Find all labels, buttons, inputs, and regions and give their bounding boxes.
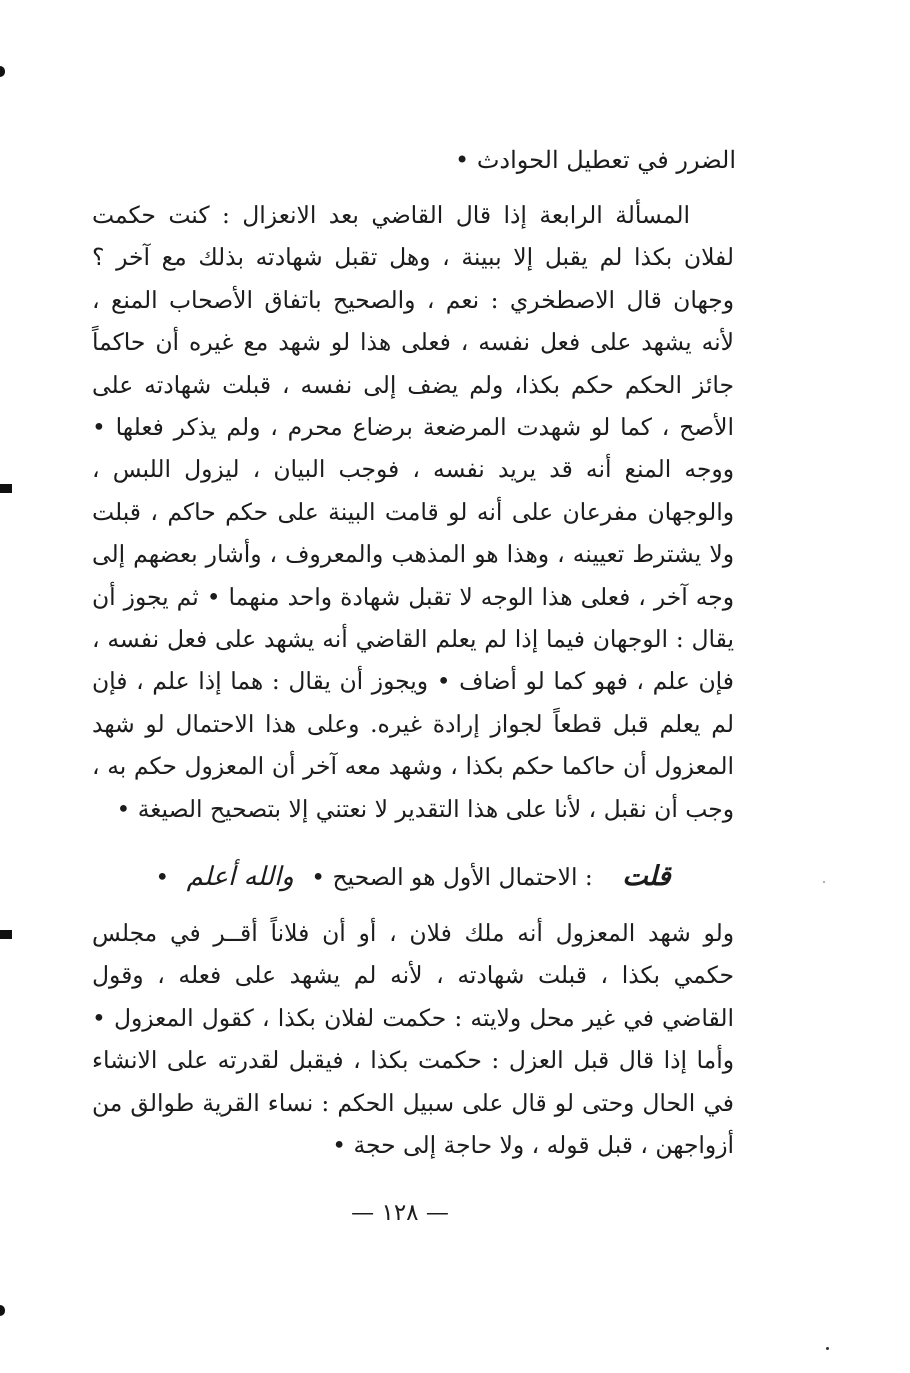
qult-colon: : xyxy=(584,863,593,891)
paragraph-text: ولو شهد المعزول أنه ملك فلان ، أو أن فلاناً أقــر في مجلس حكمي بكذا ، قبلت شهادته ، لأنه لم يشهد على فعله ، وقول القاضي في غير محل ولايته : حكمت لفلان بكذا ، كقول المعزول • وأما إذا قال قبل العزل : حكمت بكذا ، فيقبل لقدرته على الانشاء في الحال وحتى لو قال على سبيل الحكم : نساء القرية طوالق من أزواجهن ، قبل قوله ، ولا حاجة إلى حجة • xyxy=(92,919,734,1160)
scan-edge-mark xyxy=(0,484,12,493)
scan-speck xyxy=(823,881,825,883)
paragraph-second xyxy=(92,912,734,1166)
page-number: — ١٢٨ — xyxy=(351,1200,449,1226)
scan-edge-mark xyxy=(0,66,5,77)
scan-edge-mark xyxy=(0,930,12,939)
scan-speck xyxy=(826,1347,829,1350)
qult-end: • xyxy=(155,863,170,891)
qult-text: الاحتمال الأول هو الصحيح • xyxy=(311,863,578,891)
running-header: الضرر في تعطيل الحوادث • xyxy=(455,146,736,174)
qult-closing: والله أعلم xyxy=(186,862,294,892)
qult-note xyxy=(92,856,734,898)
paragraph-text: المسألة الرابعة إذا قال القاضي بعد الانعزال : كنت حكمت لفلان بكذا لم يقبل إلا ببينة ، وهل تقبل شهادته بذلك مع آخر ؟ وجهان قال الاصطخري : نعم ، والصحيح باتفاق الأصحاب المنع ، لأنه يشهد على فعل نفسه ، فعلى هذا لو شهد مع غيره أن حاكماً جائز الحكم حكم بكذا، ولم يضف إلى نفسه ، قبلت شهادته على الأصح ، كما لو شهدت المرضعة برضاع محرم ، ولم يذكر فعلها • ووجه المنع أنه قد يريد نفسه ، فوجب البيان ، ليزول اللبس ، والوجهان مفرعان على أنه لو قامت البينة على حكم حاكم ، قبلت ولا يشترط تعيينه ، وهذا هو المذهب والمعروف ، وأشار بعضهم إلى وجه آخر ، فعلى هذا الوجه لا تقبل شهادة واحد منهما • ثم يجوز أن يقال : الوجهان فيما إذا لم يعلم القاضي أنه يشهد على فعل نفسه ، فإن علم ، فهو كما لو أضاف • ويجوز أن يقال : هما إذا علم ، فإن لم يعلم قبل قطعاً لجواز إرادة غيره. وعلى هذا الاحتمال لو شهد المعزول أن حاكما حكم بكذا ، وشهد معه آخر أن المعزول حكم به ، وجب أن نقبل ، لأنا على هذا التقدير لا نعتني إلا بتصحيح الصيغة • xyxy=(92,201,734,823)
paragraph-first xyxy=(92,194,734,830)
qult-word: قلت xyxy=(622,861,671,892)
scan-edge-mark xyxy=(0,1305,5,1316)
